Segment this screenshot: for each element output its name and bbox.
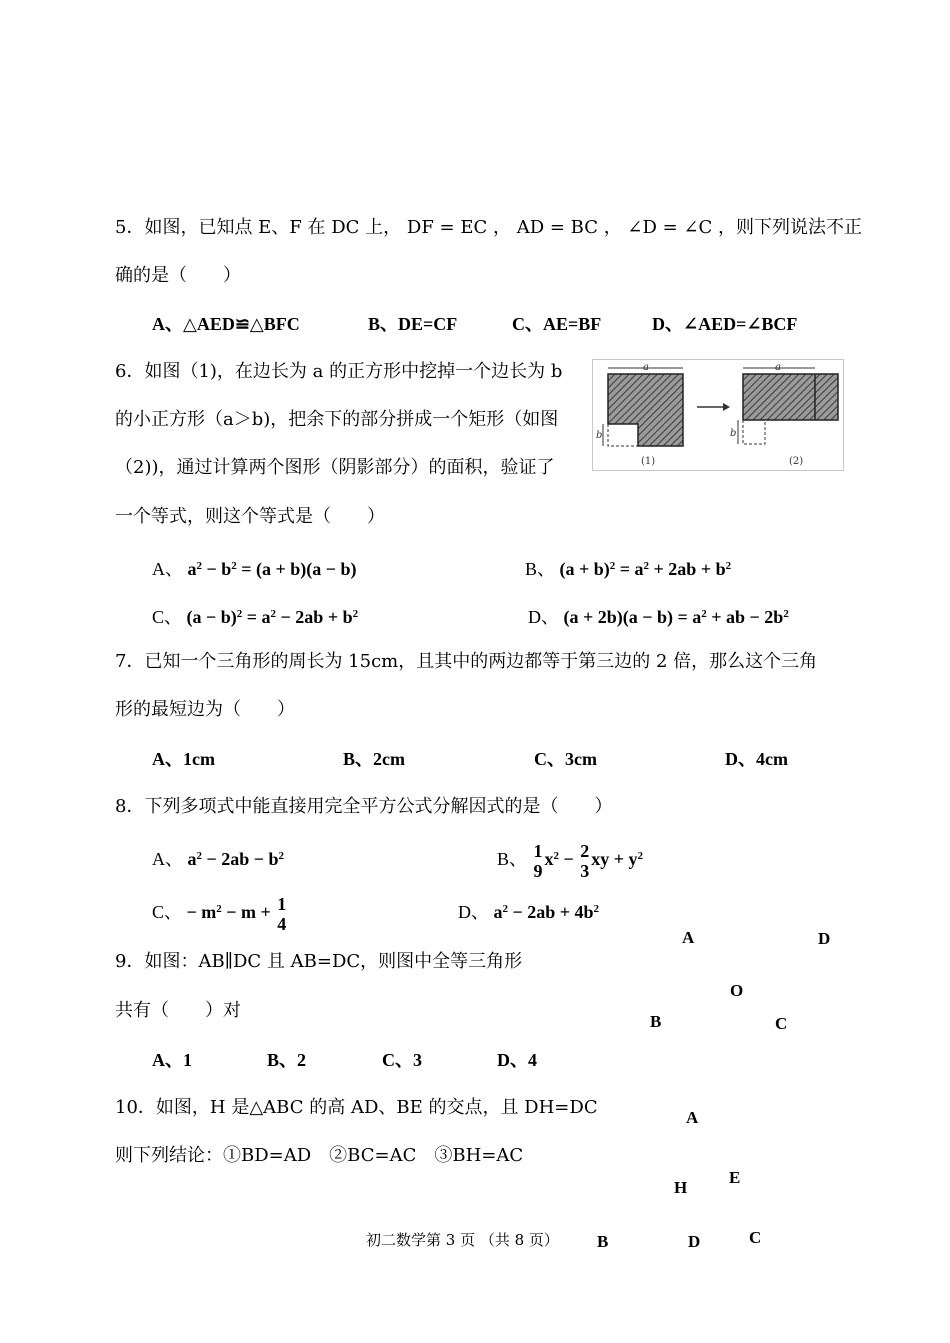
- q10-point-h: H: [674, 1178, 688, 1197]
- q9-point-b: B: [650, 1012, 662, 1031]
- q9-point-o: O: [730, 981, 744, 1000]
- label-b-1: b: [596, 430, 603, 441]
- q8-option-b: B、 1 9 $x^2$ − 2 3 xy + $y^2$: [497, 840, 644, 881]
- q7-stem-line1: 7．已知一个三角形的周长为 15cm，且其中的两边都等于第三边的 2 倍，那么这个三角: [115, 651, 818, 672]
- q9-point-a: A: [682, 928, 695, 947]
- q8-option-c: C、 − $m^2 - m$ + 1 4: [152, 893, 287, 934]
- q5-stem-line2: 确的是（ ）: [115, 265, 241, 286]
- q6-stem-line3: （2))，通过计算两个图形（阴影部分）的面积，验证了: [115, 457, 555, 478]
- q7-option-c: C、3cm: [534, 749, 597, 769]
- q9-option-a: A、1: [152, 1050, 192, 1070]
- label-b-2: b: [730, 428, 737, 439]
- q9-stem-line1: 9．如图：AB∥DC 且 AB=DC，则图中全等三角形: [115, 951, 523, 972]
- q9-option-c: C、3: [382, 1050, 422, 1070]
- q10-stem-line1: 10．如图，H 是△ABC 的高 AD、BE 的交点，且 DH=DC: [115, 1097, 598, 1118]
- q6-option-d: D、 $(a + 2b)(a - b) = a^2$ + ab − $2b^2$: [528, 607, 789, 627]
- q8-option-a: A、 $a^2 - 2ab - b^2$: [152, 849, 285, 869]
- caption-2: (2): [789, 456, 804, 467]
- q8-stem-line1: 8．下列多项式中能直接用完全平方公式分解因式的是（ ）: [115, 796, 613, 817]
- q6-option-b: B、 $(a + b)^2 = a^2 + 2ab + b^2$: [525, 559, 732, 579]
- label-a-1: a: [643, 362, 649, 373]
- q5-option-c: C、AE=BF: [512, 314, 602, 334]
- q10-point-d: D: [688, 1232, 701, 1251]
- q6-option-a: A、 $a^2 - b^2 = (a + b)(a - b)$: [152, 559, 357, 579]
- q9-stem-line2: 共有（ ）对: [115, 1000, 241, 1021]
- q7-option-d: D、4cm: [725, 749, 788, 769]
- page-footer: 初二数学第 3 页 （共 8 页）: [366, 1231, 559, 1249]
- q10-point-c: C: [749, 1228, 762, 1247]
- q6-stem-line1: 6．如图（1)，在边长为 a 的正方形中挖掉一个边长为 b: [115, 361, 563, 382]
- q9-point-c: C: [775, 1014, 788, 1033]
- q7-option-a: A、1cm: [152, 749, 215, 769]
- q10-point-a: A: [686, 1108, 699, 1127]
- q6-stem-line4: 一个等式，则这个等式是（ ）: [115, 506, 385, 527]
- q7-option-b: B、2cm: [343, 749, 405, 769]
- q5-option-b: B、DE=CF: [368, 314, 458, 334]
- q9-option-d: D、4: [497, 1050, 537, 1070]
- q10-point-b: B: [597, 1232, 609, 1251]
- q10-point-e: E: [729, 1168, 741, 1187]
- q6-stem-line2: 的小正方形（a＞b)，把余下的部分拼成一个矩形（如图: [115, 409, 559, 430]
- fraction-two-thirds: 2 3: [580, 840, 590, 881]
- q10-stem-line2: 则下列结论：①BD=AD ②BC=AC ③BH=AC: [115, 1145, 524, 1166]
- fraction-one-quarter: 1 4: [277, 893, 287, 934]
- q6-option-c: C、 $(a - b)^2 = a^2 - 2ab + b^2$: [152, 607, 359, 627]
- q6-figure: [592, 359, 844, 471]
- q5-option-a: A、△AED≌△BFC: [152, 314, 300, 334]
- q7-stem-line2: 形的最短边为（ ）: [115, 699, 295, 720]
- caption-1: (1): [641, 456, 656, 467]
- q9-point-d: D: [818, 929, 831, 948]
- squares-diagram: [593, 360, 843, 470]
- fraction-one-ninth: 1 9: [533, 840, 543, 881]
- q8-option-d: D、 $a^2 - 2ab + 4b^2$: [458, 902, 600, 922]
- label-a-2: a: [775, 362, 781, 373]
- q5-stem-line1: 5．如图，已知点 E、F 在 DC 上， DF = EC ， AD = BC ， ∠D = ∠C ，则下列说法不正: [115, 217, 863, 238]
- q5-option-d: D、∠AED=∠BCF: [652, 314, 798, 334]
- q9-option-b: B、2: [267, 1050, 307, 1070]
